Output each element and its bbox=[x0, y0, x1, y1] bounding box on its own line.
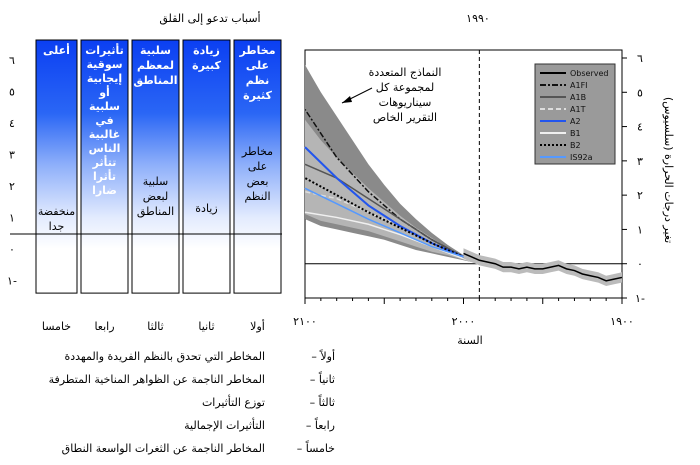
column-top-text: مخاطر bbox=[239, 44, 276, 57]
column-low-text: سلبية bbox=[142, 175, 169, 188]
left-y-tick-label: ٠ bbox=[9, 243, 15, 256]
y-tick-label: ٣ bbox=[637, 154, 643, 168]
y-tick-label: ٥ bbox=[637, 86, 643, 100]
left-y-tick-label: ٣ bbox=[9, 148, 15, 162]
column-low-text: زيادة bbox=[195, 202, 218, 215]
column-top-text: كثيرة bbox=[243, 89, 272, 102]
left-y-axis bbox=[7, 54, 17, 288]
column-top-text: سلبية bbox=[140, 44, 171, 57]
column-top-text: الناس bbox=[88, 142, 121, 155]
annotation-text: لمجموعة كل bbox=[375, 81, 435, 94]
reason-column bbox=[36, 40, 77, 333]
left-y-tick-label: ٥ bbox=[9, 85, 15, 99]
left-panel-title: أسباب تدعو إلى القلق bbox=[159, 12, 261, 25]
left-y-tick-label: ١- bbox=[7, 274, 17, 288]
footnote-text: المخاطر التي تحدق بالنظم الفريدة والمهددة bbox=[64, 350, 265, 363]
y-tick-label: ١- bbox=[635, 292, 645, 305]
left-y-tick-label: ١ bbox=[9, 211, 15, 225]
footnote-text: التأثيرات الإجمالية bbox=[184, 419, 265, 432]
x-tick-label: ١٩٠٠ bbox=[610, 315, 634, 328]
column-low-text: مخاطر bbox=[241, 145, 274, 158]
y-tick-label: ٦ bbox=[637, 52, 643, 65]
column-top-text: أعلى bbox=[43, 44, 70, 57]
reason-column bbox=[81, 40, 128, 333]
footnote-number: رابعاً – bbox=[305, 419, 335, 432]
column-top-text: سوقية bbox=[86, 58, 123, 71]
footnote-text: توزع التأثيرات bbox=[201, 396, 265, 409]
column-top-text: على bbox=[245, 59, 270, 72]
legend-label: B1 bbox=[570, 129, 581, 138]
legend-label: Observed bbox=[570, 69, 609, 78]
column-top-text: كبيرة bbox=[192, 59, 221, 72]
reason-column bbox=[234, 40, 281, 333]
column-top-text: سلبية bbox=[89, 100, 120, 113]
column-top-text: المناطق bbox=[133, 74, 178, 87]
column-low-text: بعض bbox=[246, 175, 269, 188]
column-roman-label: أولا bbox=[250, 320, 265, 333]
x-tick-label: ٢٠٠٠ bbox=[451, 315, 476, 328]
legend-label: A2 bbox=[570, 117, 581, 126]
column-low-text: جدا bbox=[48, 220, 65, 233]
column-top-text: ضارا bbox=[92, 184, 117, 197]
column-top-text: تأثيرات bbox=[85, 44, 124, 57]
y-tick-label: ٤ bbox=[637, 120, 643, 134]
annotation-text: التقرير الخاص bbox=[372, 111, 438, 124]
annotation-text: سيناريوهات bbox=[378, 96, 432, 109]
column-low-text: على bbox=[247, 160, 268, 173]
column-top-text: تأثرا bbox=[92, 170, 117, 183]
y-tick-label: ٢ bbox=[637, 189, 643, 203]
legend-label: A1T bbox=[570, 105, 586, 114]
footnote-number: ثالثاً – bbox=[309, 396, 335, 409]
y-tick-label: ١ bbox=[637, 223, 643, 237]
legend bbox=[535, 64, 615, 164]
footnote-number: ثانياً – bbox=[309, 373, 335, 386]
annotation-text: النماذج المتعددة bbox=[368, 66, 442, 79]
footnote-text: المخاطر الناجمة عن الثغرات الواسعة النطاق bbox=[61, 442, 265, 455]
column-top-text: غالبية bbox=[88, 128, 121, 141]
column-low-text: المناطق bbox=[136, 205, 175, 218]
reason-column bbox=[132, 40, 179, 333]
y-axis-title: تغير درجات الحرارة (سلسيوس) bbox=[662, 96, 675, 244]
column-roman-label: ثانيا bbox=[198, 320, 215, 333]
temperature-plot bbox=[293, 50, 645, 328]
column-top-text: نظم bbox=[245, 74, 270, 87]
left-y-tick-label: ٢ bbox=[9, 180, 15, 193]
column-top-text: زيادة bbox=[193, 44, 220, 57]
legend-label: IS92a bbox=[570, 153, 593, 162]
column-low-text: النظم bbox=[244, 190, 271, 203]
column-roman-label: ثالثا bbox=[147, 320, 164, 333]
footnote-number: أولاً – bbox=[311, 350, 335, 363]
x-axis-title: السنة bbox=[457, 334, 483, 347]
column-top-text: أو bbox=[99, 86, 110, 99]
column-roman-label: خامسا bbox=[41, 320, 72, 333]
left-y-tick-label: ٤ bbox=[9, 117, 15, 130]
legend-label: B2 bbox=[570, 141, 581, 150]
x-tick-label: ٢١٠٠ bbox=[293, 315, 317, 328]
year-marker-label: ١٩٩٠ bbox=[466, 12, 490, 25]
left-y-tick-label: ٦ bbox=[9, 54, 15, 67]
legend-label: A1FI bbox=[570, 81, 588, 90]
column-low-text: لبعض bbox=[142, 190, 169, 203]
reasons-columns bbox=[36, 40, 281, 333]
column-top-text: تتأثر bbox=[92, 156, 117, 169]
column-top-text: في bbox=[95, 114, 114, 127]
column-top-text: إيجابية bbox=[86, 72, 123, 85]
legend-label: A1B bbox=[570, 93, 587, 102]
footnote-text: المخاطر الناجمة عن الظواهر المناخية المتطرفة bbox=[48, 373, 265, 386]
reason-column bbox=[183, 40, 230, 333]
column-top-text: لمعظم bbox=[136, 59, 175, 72]
column-low-text: منخفضة bbox=[37, 205, 76, 218]
y-tick-label: ٠ bbox=[637, 257, 643, 271]
footnote-number: خامساً – bbox=[296, 442, 335, 455]
column-roman-label: رابعا bbox=[94, 320, 115, 333]
